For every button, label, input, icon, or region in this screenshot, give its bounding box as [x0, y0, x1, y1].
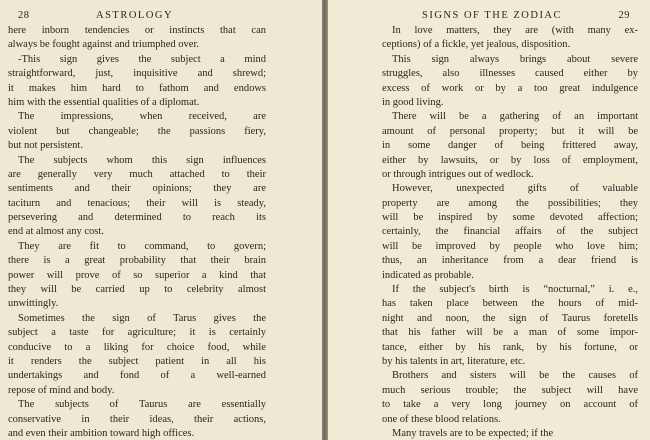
page-number-right: 29 — [618, 10, 630, 21]
text-line: Brothers and sisters will be the causes of — [392, 370, 638, 382]
text-line: there is a great probability that their brain — [8, 255, 266, 267]
text-line: will be improved by people who love him; — [382, 240, 638, 252]
text-line: him with the essential qualities of a diplomat. — [8, 96, 200, 108]
text-line: property are among the possibilities; they — [382, 197, 638, 209]
text-line: always be fought against and triumphed over. — [8, 39, 199, 51]
text-line: night and noon, the sign of Taurus foretells — [382, 312, 638, 324]
text-line: that his father will be a man of some impor- — [382, 327, 638, 339]
text-line: here inborn tendencies or instincts that can — [8, 25, 266, 36]
text-line: Many travels are to be expected; if the — [392, 427, 554, 439]
text-line: -This sign gives the subject a mind — [18, 53, 266, 65]
right-page-header — [342, 10, 638, 24]
text-line: in good living. — [382, 96, 444, 108]
text-line: The subjects whom this sign influences — [18, 154, 266, 166]
text-line: Sometimes the sign of Tarus gives the — [18, 312, 266, 324]
text-line: excess of work or by a too great indulgence — [382, 82, 638, 94]
text-line: are generally very much attached to their — [8, 168, 266, 180]
text-line: end at almost any cost. — [8, 226, 104, 238]
text-line: will be inspired by some devoted affection; — [382, 212, 638, 224]
left-page-body — [8, 24, 266, 440]
text-line: undertakings and fond of a well-earned — [8, 370, 266, 382]
text-line: There will be a gathering of an important — [392, 111, 638, 123]
text-line: ceptions) of a fickle, yet jealous, disposition. — [382, 39, 571, 51]
text-line: much serious trouble; the subject will have — [382, 384, 638, 396]
text-line: but not persistent. — [8, 140, 83, 152]
text-line: However, unexpected gifts of valuable — [392, 183, 638, 195]
text-line: and even their ambition toward high offices. — [8, 427, 195, 439]
text-line: thus, an inheritance from a dear friend is — [382, 255, 638, 267]
text-line: If the subject's birth is “nocturnal,” i. e., — [392, 284, 638, 296]
text-line: amount of personal property; but it will be — [382, 125, 638, 137]
text-line: repose of mind and body. — [8, 384, 115, 396]
text-line: sentiments and their opinions; they are — [8, 183, 266, 195]
text-line: one of these blood relations. — [382, 413, 501, 425]
text-line: or through intrigues out of wedlock. — [382, 168, 534, 180]
text-line: tance, either by his rank, by his fortune, or — [382, 341, 638, 353]
text-line: In love matters, they are (with many ex- — [392, 25, 638, 36]
text-line: in some danger of being frittered away, — [382, 140, 638, 152]
running-head-left: ASTROLOGY — [96, 10, 174, 21]
right-page-body — [382, 24, 638, 440]
left-page — [0, 0, 322, 440]
text-line: They are fit to command, to govern; — [18, 240, 266, 252]
text-line: they will be carried up to celebrity almost — [8, 284, 266, 296]
text-line: violent but changeable; the passions fiery, — [8, 125, 266, 137]
text-line: by his talents in art, literature, etc. — [382, 355, 526, 367]
text-line: The impressions, when received, are — [18, 111, 266, 123]
text-line: power will prove of so superior a kind that — [8, 269, 266, 281]
page-number-left: 28 — [18, 10, 30, 21]
text-line: certainly, the financial affairs of the subject — [382, 226, 638, 238]
text-line: either by lawsuits, or by loss of employment, — [382, 154, 638, 166]
text-line: conducive to a liking for choice food, while — [8, 341, 266, 353]
text-line: The subjects of Taurus are essentially — [18, 399, 266, 411]
text-line: indicated as probable. — [382, 269, 474, 281]
text-line: taciturn and tenacious; their will is steady, — [8, 197, 266, 209]
text-line: straightforward, just, inquisitive and shrewd; — [8, 68, 266, 80]
text-line: persevering and determined to reach its — [8, 212, 266, 224]
text-line: This sign always brings about severe — [392, 53, 638, 65]
text-line: it renders the subject patient in all his — [8, 355, 266, 367]
left-page-header — [12, 10, 310, 24]
text-line: has taken place between the hours of mid- — [382, 298, 638, 310]
text-line: struggles, also illnesses caused either by — [382, 68, 638, 80]
text-line: subject a taste for agriculture; it is certainly — [8, 327, 266, 339]
text-line: it makes him hard to fathom and endows — [8, 82, 266, 94]
running-head-right: SIGNS OF THE ZODIAC — [422, 10, 563, 21]
text-line: unwittingly. — [8, 298, 59, 310]
text-line: to take a very long journey on account of — [382, 399, 638, 411]
text-line: conservative in their ideas, their actions, — [8, 413, 266, 425]
right-page — [328, 0, 650, 440]
